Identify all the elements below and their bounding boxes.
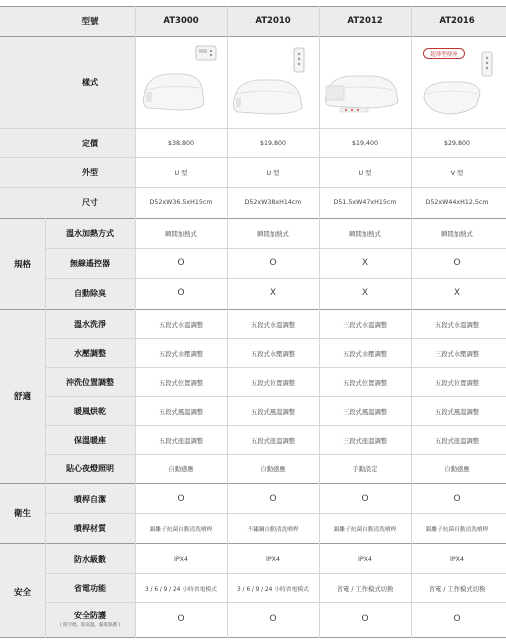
row-label-nozzle-material: 噴桿材質 xyxy=(74,523,106,533)
rule-header xyxy=(0,36,506,37)
rule-size xyxy=(0,218,506,219)
deodorize-at2010: X xyxy=(269,288,277,298)
rule-group-hygiene xyxy=(0,543,506,544)
row-label-dryer: 暖風烘乾 xyxy=(74,406,106,416)
shape-at2010: U 型 xyxy=(266,169,280,177)
nozzle-material-at2010: 不鏽鋼自動清洗噴桿 xyxy=(247,526,299,533)
heating-at2012: 瞬間加熱式 xyxy=(349,230,381,238)
header-model-at2010: AT2010 xyxy=(255,16,291,26)
safety-at2016: O xyxy=(453,614,461,624)
header-model-label: 型號 xyxy=(81,17,99,27)
spec-label-price: 定價 xyxy=(82,138,98,148)
nozzle-clean-at2010: O xyxy=(269,494,277,504)
waterproof-at2012: IPX4 xyxy=(358,555,372,563)
spec-label-shape: 外型 xyxy=(82,167,98,177)
heating-at2010: 瞬間加熱式 xyxy=(257,230,289,238)
vrule-col2 xyxy=(319,6,320,638)
rule-r10 xyxy=(45,513,506,514)
rule-price xyxy=(0,157,506,158)
price-at2012: $19,400 xyxy=(351,139,379,147)
header-model-at2016: AT2016 xyxy=(439,16,475,26)
rule-r5 xyxy=(45,367,506,368)
vrule-col3 xyxy=(411,6,412,638)
nightlight-at2010: 自動感應 xyxy=(260,465,286,473)
remote-at2010: O xyxy=(269,258,277,268)
rule-bottom xyxy=(0,637,506,638)
nightlight-at2012: 手動設定 xyxy=(352,465,378,473)
rule-style xyxy=(0,128,506,129)
product-image-at2012 xyxy=(322,44,408,122)
row-label-position: 沖洗位置調整 xyxy=(66,377,114,387)
rule-shape xyxy=(0,187,506,188)
heating-at2016: 瞬間加熱式 xyxy=(441,230,473,238)
vrule-group xyxy=(45,218,46,638)
seat-warm-at2012: 三段式座溫調整 xyxy=(342,437,388,445)
remote-at2012: X xyxy=(361,258,369,268)
rule-r1 xyxy=(45,248,506,249)
power-saving-at2012: 省電 / 工作模式切換 xyxy=(336,585,394,593)
rule-group-spec xyxy=(0,309,506,310)
size-at2012: D51.5xW47xH15cm xyxy=(333,198,397,206)
pressure-at2010: 五段式水壓調整 xyxy=(250,350,296,358)
size-at2010: D52xW38xH14cm xyxy=(244,198,302,206)
row-label-nozzle-clean: 噴桿自潔 xyxy=(74,494,106,504)
row-label-waterproof: 防水級數 xyxy=(74,554,106,564)
pressure-at2012: 五段式水壓調整 xyxy=(342,350,388,358)
style-row-label: 樣式 xyxy=(82,77,98,87)
seat-warm-at2016: 五段式座溫調整 xyxy=(434,437,480,445)
deodorize-at2012: X xyxy=(361,288,369,298)
header-model-at3000: AT3000 xyxy=(163,16,199,26)
row-label-power-saving: 省電功能 xyxy=(74,583,106,593)
product-image-at2010 xyxy=(230,44,316,122)
wash-at2010: 五段式水溫調整 xyxy=(250,321,296,329)
nozzle-material-at2012: 銀離子抗菌自動清洗噴桿 xyxy=(333,526,397,533)
row-label-wash: 溫水洗淨 xyxy=(74,319,106,329)
pressure-at3000: 五段式水壓調整 xyxy=(158,350,204,358)
nightlight-at2016: 自動感應 xyxy=(444,465,470,473)
nightlight-at3000: 自動感應 xyxy=(168,465,194,473)
dryer-at2016: 五段式風溫調整 xyxy=(434,408,480,416)
group-label-hygiene: 衛生 xyxy=(13,509,31,519)
rule-r4 xyxy=(45,338,506,339)
waterproof-at2016: IPX4 xyxy=(450,555,464,563)
price-at2010: $19,800 xyxy=(259,139,287,147)
power-saving-at2016: 省電 / 工作模式切換 xyxy=(428,585,486,593)
heating-at3000: 瞬間加熱式 xyxy=(165,230,197,238)
nozzle-clean-at3000: O xyxy=(177,494,185,504)
wash-at2012: 三段式水溫調整 xyxy=(342,321,388,329)
dryer-at3000: 五段式風溫調整 xyxy=(158,408,204,416)
rule-r7 xyxy=(45,425,506,426)
rule-r2 xyxy=(45,278,506,279)
rule-r12 xyxy=(45,573,506,574)
rule-r6 xyxy=(45,396,506,397)
row-sublabel-safety-protection: ( 防空燒、防高溫、漏電保護 ) xyxy=(59,623,121,628)
position-at2010: 五段式位置調整 xyxy=(250,379,296,387)
size-at2016: D52xW44xH12.5cm xyxy=(425,198,489,206)
position-at2016: 五段式位置調整 xyxy=(434,379,480,387)
safety-at2010: O xyxy=(269,614,277,624)
seat-warm-at3000: 五段式座溫調整 xyxy=(158,437,204,445)
deodorize-at2016: X xyxy=(453,288,461,298)
position-at2012: 五段式位置調整 xyxy=(342,379,388,387)
waterproof-at3000: IPX4 xyxy=(174,555,188,563)
seat-warm-at2010: 五段式座溫調整 xyxy=(250,437,296,445)
size-at3000: D52xW36.5xH15cm xyxy=(149,198,213,206)
group-label-spec: 規格 xyxy=(13,260,31,270)
wash-at3000: 五段式水溫調整 xyxy=(158,321,204,329)
safety-at2012: O xyxy=(361,614,369,624)
vrule-label xyxy=(135,6,136,638)
rule-r13 xyxy=(45,602,506,603)
group-label-comfort: 舒適 xyxy=(13,392,31,402)
shape-at2016: V 型 xyxy=(450,169,464,177)
nozzle-material-at3000: 銀離子抗菌自動清洗噴桿 xyxy=(149,526,213,533)
row-label-safety-protection-cell xyxy=(45,603,135,635)
rule-top xyxy=(0,6,506,7)
deodorize-at3000: O xyxy=(177,288,185,298)
row-label-nightlight: 貼心夜燈照明 xyxy=(66,463,114,473)
wash-at2016: 五段式水溫調整 xyxy=(434,321,480,329)
rule-group-comfort xyxy=(0,483,506,484)
row-label-pressure: 水壓調整 xyxy=(74,348,106,358)
safety-at3000: O xyxy=(177,614,185,624)
thin-seat-badge: 超薄型便座 xyxy=(423,48,465,59)
row-label-safety-protection: 安全防護 xyxy=(74,611,106,620)
rule-r8 xyxy=(45,454,506,455)
position-at3000: 五段式位置調整 xyxy=(158,379,204,387)
product-image-at3000 xyxy=(138,44,224,122)
price-at3000: $38,800 xyxy=(167,139,195,147)
power-saving-at2010: 3 / 6 / 9 / 24 小時省電模式 xyxy=(237,586,309,593)
nozzle-clean-at2012: O xyxy=(361,494,369,504)
price-at2016: $29,800 xyxy=(443,139,471,147)
dryer-at2012: 三段式風溫調整 xyxy=(342,408,388,416)
group-label-safety: 安全 xyxy=(13,587,31,598)
shape-at3000: U 型 xyxy=(174,169,188,177)
pressure-at2016: 三段式水壓調整 xyxy=(434,350,480,358)
shape-at2012: U 型 xyxy=(358,169,372,177)
row-label-seat-warm: 保溫暖座 xyxy=(74,435,106,445)
nozzle-material-at2016: 銀離子抗菌自動清洗噴桿 xyxy=(425,526,489,533)
vrule-col1 xyxy=(227,6,228,638)
power-saving-at3000: 3 / 6 / 9 / 24 小時省電模式 xyxy=(145,586,217,593)
row-label-heating: 溫水加熱方式 xyxy=(66,228,114,238)
row-label-remote: 無線遙控器 xyxy=(70,258,110,268)
remote-at3000: O xyxy=(177,258,185,268)
header-model-at2012: AT2012 xyxy=(347,16,383,26)
spec-label-size: 尺寸 xyxy=(82,197,98,207)
nozzle-clean-at2016: O xyxy=(453,494,461,504)
row-label-deodorize: 自動除臭 xyxy=(74,288,106,298)
remote-at2016: O xyxy=(453,258,461,268)
dryer-at2010: 五段式風溫調整 xyxy=(250,408,296,416)
waterproof-at2010: IPX4 xyxy=(266,555,280,563)
